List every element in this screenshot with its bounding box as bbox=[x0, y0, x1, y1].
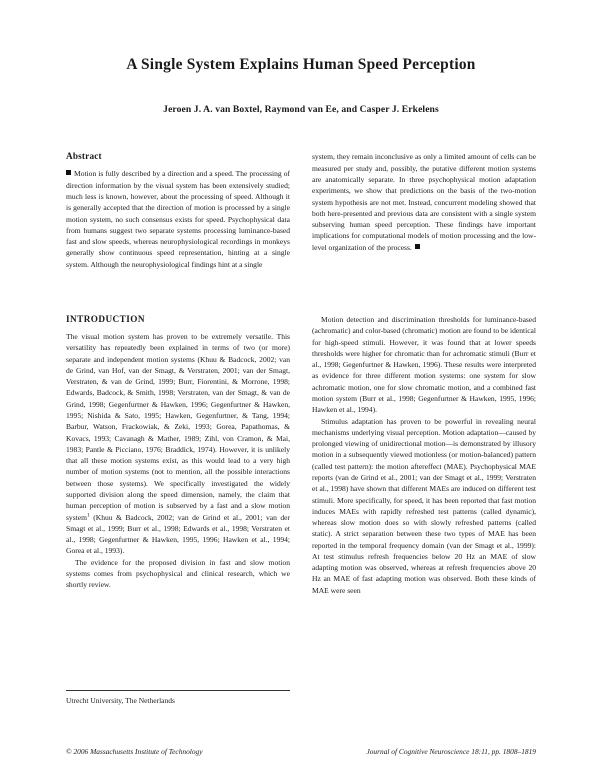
affiliation-block bbox=[66, 690, 290, 707]
journal-citation: Journal of Cognitive Neuroscience 18:11, pp. 1808–1819 bbox=[366, 747, 536, 756]
abstract-right-body: system, they remain inconclusive as only a limited amount of cells can be measured per study and, possibly, the putative different motion systems are anatomically separate. In three psychophysical motion adaptation experiments, we show that predictions on the basis of the two-motion system hypothesis are not met. Instead, concurrent modeling showed that both here-presented and previous data are consistent with a single system subserving human speed perception. These findings have important implications for computational models of motion processing and the low-level organization of the process. bbox=[312, 152, 536, 252]
page-footer bbox=[66, 747, 536, 756]
introduction-section bbox=[66, 314, 536, 596]
page-title: A Single System Explains Human Speed Perception bbox=[126, 56, 476, 73]
abstract-column-right bbox=[312, 151, 536, 270]
abstract-start-marker-icon bbox=[66, 170, 71, 175]
abstract-text-right bbox=[312, 151, 536, 253]
copyright-notice: © 2006 Massachusetts Institute of Technology bbox=[66, 747, 203, 756]
intro-right-paragraph-1: Motion detection and discrimination thresholds for luminance-based (achromatic) and color-based (chromatic) motion are found to be identical for high-speed stimuli. However, it was found that at lower speeds thresholds were higher for chromatic than for achromatic stimuli (Burr et al., 1998; Gegenfurtner & Hawken, 1996). These results were interpreted as evidence for three different motion systems: one system for slow achromatic motion, one for slow chromatic motion, and a combined fast motion system (Burr et al., 1998; Gegenfurtner & Hawken, 1995, 1996; Hawken et al., 1994). bbox=[312, 315, 536, 415]
intro-column-right bbox=[312, 314, 536, 596]
footnote-divider bbox=[66, 690, 290, 691]
abstract-end-marker-icon bbox=[415, 244, 420, 249]
abstract-heading: Abstract bbox=[66, 151, 102, 162]
intro-left-paragraph-2: The evidence for the proposed division in fast and slow motion systems comes from psychophysical and clinical research, which we shortly review. bbox=[66, 557, 290, 590]
abstract-column-left bbox=[66, 151, 290, 270]
abstract-text-left bbox=[66, 168, 290, 270]
abstract-left-body: Motion is fully described by a direction and a speed. The processing of direction information by the visual system has been extensively studied; much less is known, however, about the processing of speed. Although it is generally accepted that the direction of motion is processed by a single motion system, no such consensus exists for speed. Psychophysical data from humans suggest two separate systems processing luminance-based fast and slow speeds, whereas neurophysiological recordings in monkeys generally show continuous speed representation, hinting at a single system. Although the neurophysiological findings hint at a single bbox=[66, 169, 290, 269]
abstract-section bbox=[66, 151, 536, 270]
author-list: Jeroen J. A. van Boxtel, Raymond van Ee, and Casper J. Erkelens bbox=[163, 104, 439, 116]
intro-right-paragraph-2: Stimulus adaptation has proven to be powerful in revealing neural mechanisms underlying visual perception. Motion adaptation—caused by prolonged viewing of unidirectional motion—is demonstrated by illusory motion in a subsequently viewed motionless (or motion-balanced) pattern (called test pattern): the motion aftereffect (MAE). Psychophysical MAE reports (van de Grind et al., 2001; van der Smagt et al., 1999; Verstraten et al., 1998) have shown that different MAEs are induced on different test stimuli. More specifically, for speed, it has been reported that fast motion induces MAEs with rapidly refreshed test patterns (called dynamic), whereas slow motion does so with slowly refreshed patterns (called static). A strict separation between these two types of MAE has been reported in the temporal frequency domain (van der Smagt et al., 1999): At test stimulus refresh frequencies below 20 Hz an MAE of slow adapting motion was observed, whereas at refresh frequencies above 20 Hz an MAE of fast adapting motion was observed. Both these kinds of MAE were seen bbox=[312, 416, 536, 595]
paper-content bbox=[66, 0, 536, 596]
intro-left-p1-text: The visual motion system has proven to be extremely versatile. This versatility has repeatedly been explained in terms of two (or more) separate and independent motion systems (Khuu & Badcock, 2002; van de Grind, van Hof, van der Smagt, & Verstraten, 2001; van der Smagt, Verstraten, & van de Grind, 1999; Burr, Fiorentini, & Morrone, 1998; Edwards, Badcock, & Smith, 1998; Verstraten, van der Smagt, & van de Grind, 1998; Gegenfurtner & Hawken, 1996; Gegenfurtner & Hawken, 1995; Nishida & Sato, 1995; Hawken, Gegenfurtner, & Tang, 1994; Barbur, Watson, Frackowiak, & Zeki, 1993; Gorea, Papathomas, & Kovacs, 1993; Cavanagh & Mather, 1989; Zihl, von Cramon, & Mai, 1983; Pantle & Picciano, 1976; Braddick, 1974). However, it is unlikely that all these motion systems exist, as this would lead to a very high number of motion systems (not to mention, all the possible interactions between those systems). We specifically investigated the widely supported division along the speed dimension, namely, the claim that human perception of motion is subserved by a fast and a slow motion system bbox=[66, 332, 290, 522]
intro-left-paragraph-1 bbox=[66, 331, 290, 557]
affiliation-text: Utrecht University, The Netherlands bbox=[66, 696, 175, 705]
intro-column-left bbox=[66, 314, 290, 596]
intro-left-p1-citations: (Khuu & Badcock, 2002; van de Grind et al., 2001; van der Smagt et al., 1999; Burr et al., 1998; Edwards et al., 1998; Verstraten et al., 1998; Gegenfurtner & Hawken, 1995, 1996; Hawken et al., 1994; Gorea et al., 1993). bbox=[66, 512, 290, 556]
footnote-marker: 1 bbox=[86, 512, 90, 518]
introduction-heading: INTRODUCTION bbox=[66, 314, 145, 325]
